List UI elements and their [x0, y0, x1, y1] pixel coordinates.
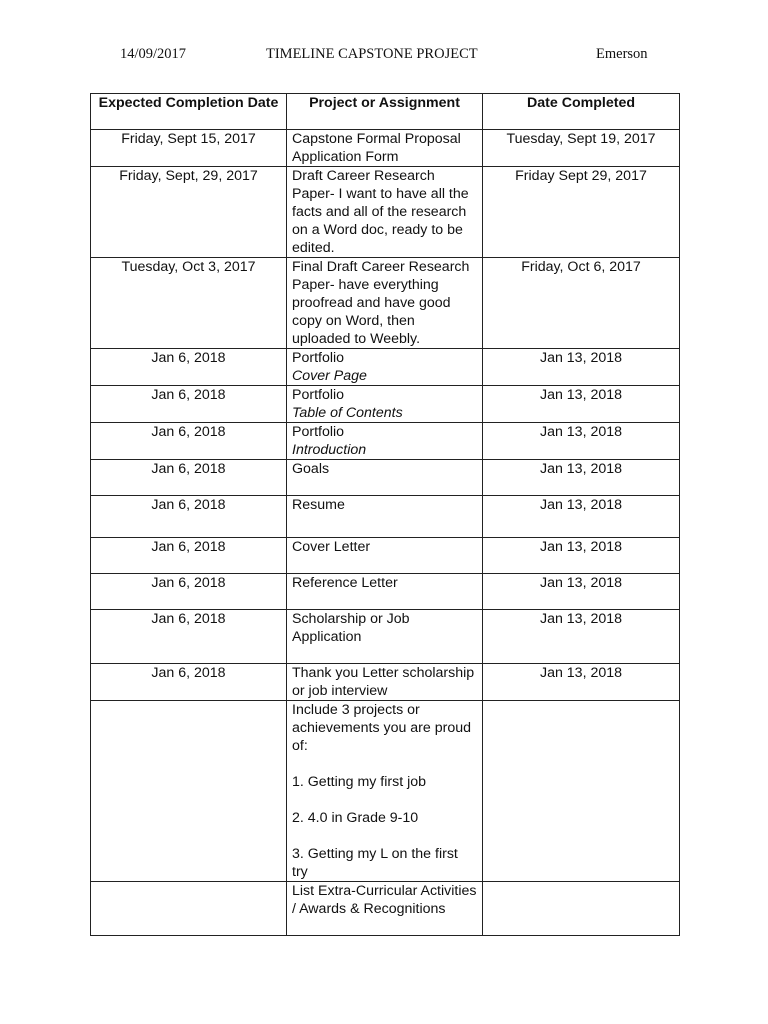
- table-row: [91, 130, 680, 167]
- cell-expected-date: Jan 6, 2018: [91, 538, 287, 574]
- cell-project: [287, 258, 483, 349]
- cell-expected-date: Jan 6, 2018: [91, 664, 287, 701]
- cell-project: [287, 496, 483, 538]
- cell-expected: [91, 882, 287, 936]
- cell-completed-date: Jan 13, 2018: [483, 423, 680, 460]
- table-row-extracurricular: [91, 882, 680, 936]
- table-row: [91, 258, 680, 349]
- cell-completed: [483, 701, 680, 882]
- project-title: Resume: [292, 497, 345, 513]
- column-header-completed: Date Completed: [483, 94, 680, 130]
- cell-expected-date: Friday, Sept, 29, 2017: [91, 167, 287, 258]
- cell-project: [287, 664, 483, 701]
- cell-expected-date: Jan 6, 2018: [91, 610, 287, 664]
- cell-expected-date: Jan 6, 2018: [91, 496, 287, 538]
- achievement-item: 2. 4.0 in Grade 9-10: [292, 810, 419, 826]
- project-subtitle: Table of Contents: [292, 405, 403, 421]
- cell-expected-date: Jan 6, 2018: [91, 423, 287, 460]
- cell-completed-date: Jan 13, 2018: [483, 496, 680, 538]
- cell-project: [287, 574, 483, 610]
- achievements-intro: Include 3 projects or achievements you are proud of:: [292, 702, 472, 754]
- cell-project: [287, 538, 483, 574]
- cell-completed-date: Tuesday, Sept 19, 2017: [483, 130, 680, 167]
- table-row: [91, 538, 680, 574]
- table-row-achievements: [91, 701, 680, 882]
- cell-completed-date: Jan 13, 2018: [483, 664, 680, 701]
- project-title: Draft Career Research Paper- I want to have all the facts and all of the research on a Word doc, ready to be edited.: [292, 168, 469, 256]
- table-row: [91, 460, 680, 496]
- cell-project: [287, 460, 483, 496]
- project-title: Reference Letter: [292, 575, 398, 591]
- table-row: [91, 167, 680, 258]
- project-title: Scholarship or Job Application: [292, 611, 410, 645]
- cell-expected-date: Friday, Sept 15, 2017: [91, 130, 287, 167]
- author-name: Emerson: [596, 46, 648, 62]
- header-date: 14/09/2017: [120, 46, 187, 62]
- cell-project: [287, 167, 483, 258]
- table-row: [91, 664, 680, 701]
- cell-expected-date: Jan 6, 2018: [91, 574, 287, 610]
- table-row: [91, 349, 680, 386]
- project-title: Final Draft Career Research Paper- have everything proofread and have good copy on Word, then uploaded to Weebly.: [292, 259, 470, 347]
- column-header-expected: Expected Completion Date: [91, 94, 287, 130]
- cell-project: [287, 610, 483, 664]
- cell-completed-date: Jan 13, 2018: [483, 386, 680, 423]
- cell-project: [287, 701, 483, 882]
- cell-expected-date: Tuesday, Oct 3, 2017: [91, 258, 287, 349]
- table-row: [91, 496, 680, 538]
- cell-completed-date: Jan 13, 2018: [483, 460, 680, 496]
- cell-expected-date: Jan 6, 2018: [91, 386, 287, 423]
- cell-expected-date: Jan 6, 2018: [91, 460, 287, 496]
- project-title: Portfolio: [292, 387, 345, 403]
- column-header-project: Project or Assignment: [287, 94, 483, 130]
- achievement-item: 3. Getting my L on the first try: [292, 846, 458, 880]
- cell-completed-date: Jan 13, 2018: [483, 538, 680, 574]
- table-row: [91, 574, 680, 610]
- cell-project: [287, 423, 483, 460]
- achievement-item: 1. Getting my first job: [292, 774, 427, 790]
- project-title: Thank you Letter scholarship or job interview: [292, 665, 475, 699]
- cell-expected: [91, 701, 287, 882]
- project-subtitle: Cover Page: [292, 368, 367, 384]
- table-row: [91, 610, 680, 664]
- project-title: Cover Letter: [292, 539, 371, 555]
- project-subtitle: Introduction: [292, 442, 367, 458]
- table-row: [91, 386, 680, 423]
- timeline-table: [90, 93, 680, 936]
- table-row: [91, 423, 680, 460]
- cell-completed-date: Jan 13, 2018: [483, 574, 680, 610]
- cell-completed: [483, 882, 680, 936]
- table-header-row: [91, 94, 680, 130]
- cell-expected-date: Jan 6, 2018: [91, 349, 287, 386]
- cell-completed-date: Friday, Oct 6, 2017: [483, 258, 680, 349]
- cell-project: [287, 386, 483, 423]
- project-title: Capstone Formal Proposal Application Form: [292, 131, 461, 165]
- document-title: TIMELINE CAPSTONE PROJECT: [266, 46, 478, 62]
- project-title: Goals: [292, 461, 330, 477]
- project-title: Portfolio: [292, 424, 345, 440]
- cell-completed-date: Jan 13, 2018: [483, 349, 680, 386]
- cell-project: [287, 349, 483, 386]
- project-title: Portfolio: [292, 350, 345, 366]
- cell-completed-date: Friday Sept 29, 2017: [483, 167, 680, 258]
- cell-completed-date: Jan 13, 2018: [483, 610, 680, 664]
- cell-project: [287, 130, 483, 167]
- cell-project: List Extra-Curricular Activities / Awards & Recognitions: [287, 882, 483, 936]
